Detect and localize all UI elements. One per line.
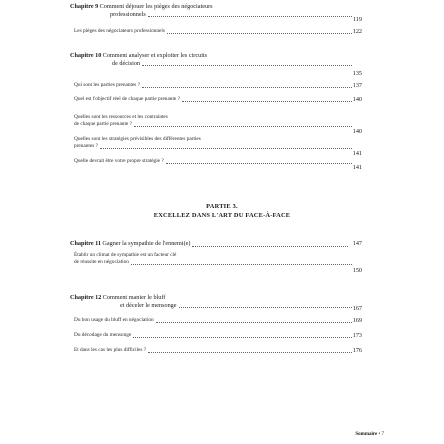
toc-item-text-line2: prenantes ? (74, 143, 98, 149)
chapter-9-entry (70, 3, 348, 11)
chapter-12-title-line2: et déceler le mensonge (120, 302, 177, 309)
toc-item-text: Qui sont les parties prenantes ? (74, 82, 141, 88)
toc-item-page: 169 (352, 317, 362, 324)
toc-item-text-line2: de chaque partie prenante ? (74, 121, 132, 127)
chapter-9-page: 119 (352, 16, 362, 23)
toc-item (74, 317, 354, 324)
toc-item (74, 96, 354, 103)
chapter-10-entry (70, 52, 348, 60)
toc-item-page: 141 (352, 164, 362, 171)
leader-dots (179, 307, 352, 308)
leader-dots (142, 65, 352, 66)
toc-item-text: Quel est l'objectif réel de chaque partie prenante ? (74, 96, 180, 102)
chapter-11-label: Chapitre 11 (70, 240, 101, 247)
chapter-9-title-line2: professionnels (110, 11, 146, 18)
toc-item-text-line2: de réussite en négociation (74, 259, 129, 265)
chapter-10-title-line1: Comment analyser et exploiter les circuits (102, 52, 208, 59)
leader-dots (142, 87, 352, 88)
leader-dots (156, 322, 352, 323)
toc-item (74, 158, 354, 165)
chapter-11-title: Gagner la sympathie de l'ennemi(e) (102, 240, 191, 247)
chapter-9-label: Chapitre 9 (70, 3, 99, 10)
part-3-number: PARTIE 3. (206, 203, 238, 210)
toc-item (74, 114, 354, 121)
chapter-12-entry (70, 294, 348, 302)
toc-item-page: 150 (352, 267, 362, 274)
leader-dots (167, 33, 352, 34)
page-footer (355, 432, 384, 437)
chapter-10-title-line2: de décision (112, 60, 141, 67)
chapter-10-label: Chapitre 10 (70, 52, 102, 59)
leader-dots (192, 246, 348, 247)
toc-item-text-line1: Quelles sont les ressources et les contraintes (74, 114, 168, 120)
chapter-9-title-line1: Comment déjouer les pièges des négociateurs (99, 3, 213, 10)
leader-dots (134, 126, 352, 127)
chapter-10-page: 135 (352, 70, 362, 77)
toc-item (74, 347, 354, 354)
toc-item (74, 143, 354, 150)
toc-item-page: 122 (352, 28, 362, 35)
leader-dots (148, 16, 352, 17)
toc-item (74, 121, 354, 128)
leader-dots (100, 148, 352, 149)
part-3-title: EXCELLEZ DANS L'ART DU FACE-À-FACE (153, 211, 291, 219)
footer-label: Sommaire (355, 432, 378, 437)
chapter-12-label: Chapitre 12 (70, 294, 102, 301)
chapter-12-page: 167 (352, 305, 362, 312)
toc-item-page: 140 (352, 96, 362, 103)
toc-item-text: Et dans les cas les plus difficiles ? (74, 347, 147, 353)
leader-dots (182, 101, 352, 102)
toc-item-page: 141 (352, 150, 362, 157)
chapter-11-page: 147 (352, 240, 362, 247)
toc-item-text: Du bon usage du bluff en négociation (74, 317, 154, 323)
leader-dots (131, 264, 352, 265)
chapter-12-title-cont (120, 302, 354, 309)
leader-dots (166, 163, 352, 164)
chapter-11-entry (70, 240, 350, 248)
toc-item (74, 28, 354, 35)
chapter-9-title-cont (110, 11, 354, 18)
toc-item-text: Du décodage du mensonge (74, 332, 132, 338)
part-3-heading (0, 203, 444, 220)
chapter-12-title-line1: Comment manier le bluff (102, 294, 166, 301)
toc-item (74, 136, 354, 143)
toc-item-page: 137 (352, 82, 362, 89)
toc-item (74, 332, 354, 339)
chapter-10-title-cont (112, 60, 354, 67)
toc-item (74, 259, 354, 266)
toc-item (74, 252, 354, 259)
leader-dots (148, 352, 352, 353)
toc-item-text: Les pièges des négociateurs professionnels (74, 28, 165, 34)
toc-item-text-line1: Quelles sont les stratégies prévisibles des différentes parties (74, 136, 201, 142)
toc-item-page: 176 (352, 347, 362, 354)
toc-item-page: 173 (352, 332, 362, 339)
leader-dots (133, 337, 352, 338)
toc-item-page: 140 (352, 128, 362, 135)
toc-item (74, 82, 354, 89)
footer-page-number: 7 (381, 432, 384, 437)
toc-item-text: Quelle devrait être votre propre stratégie ? (74, 158, 164, 164)
footer-separator: • (378, 432, 381, 437)
toc-item-text-line1: Établir un climat de sympathie est un facteur clé (74, 252, 177, 258)
